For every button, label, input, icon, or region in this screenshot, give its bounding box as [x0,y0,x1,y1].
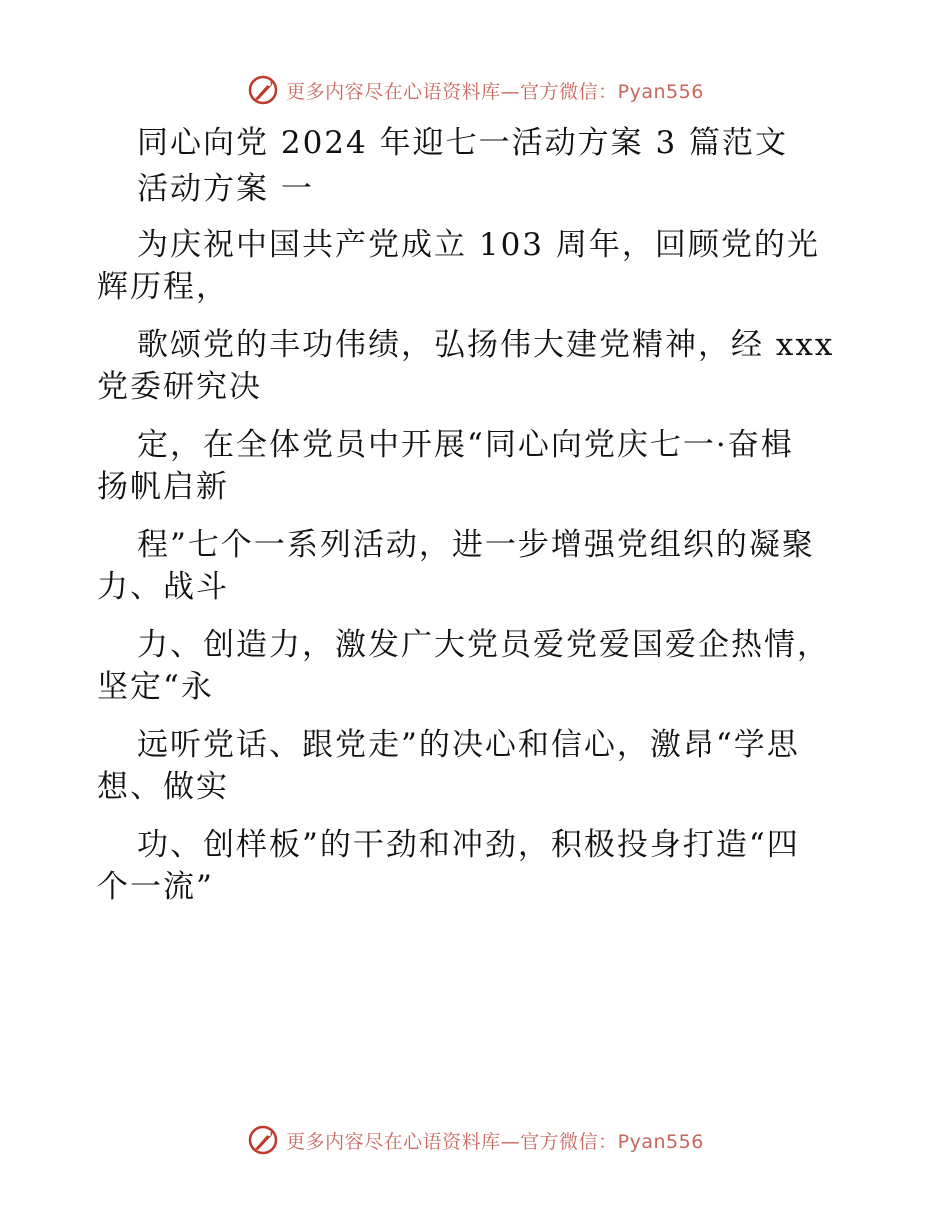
paragraph-line: 扬帆启新 [97,469,229,505]
watermark-text: 更多内容尽在心语资料库—官方微信：Pyan556 [286,80,704,103]
paragraph-line: 党委研究决 [97,369,262,405]
paragraph-line: 坚定“永 [97,669,214,705]
paragraph-line: 功、创样板”的干劲和冲劲，积极投身打造“四 [137,827,800,863]
quill-logo-icon [246,73,280,107]
paragraph-line: 辉历程， [97,269,229,305]
paragraph-line: 想、做实 [97,769,229,805]
document-body [97,125,857,905]
document-title: 同心向党 2024 年迎七一活动方案 3 篇范文 [137,125,789,161]
paragraph-line: 定，在全体党员中开展“同心向党庆七一·奋楫 [137,427,794,463]
paragraph-line: 个一流” [97,869,214,905]
paragraph-line: 歌颂党的丰功伟绩，弘扬伟大建党精神，经 xxx [137,327,835,363]
paragraph-line: 程”七个一系列活动，进一步增强党组织的凝聚 [137,527,815,563]
paragraph-line: 为庆祝中国共产党成立 103 周年，回顾党的光 [137,227,820,263]
watermark-text: 更多内容尽在心语资料库—官方微信：Pyan556 [286,1130,704,1153]
header-watermark [0,70,950,110]
section-heading: 活动方案 一 [137,171,314,207]
footer-watermark [0,1120,950,1160]
paragraph-line: 力、创造力，激发广大党员爱党爱国爱企热情， [137,627,830,663]
paragraph-line: 力、战斗 [97,569,229,605]
quill-logo-icon [246,1123,280,1157]
paragraph-line: 远听党话、跟党走”的决心和信心，激昂“学思 [137,727,800,763]
